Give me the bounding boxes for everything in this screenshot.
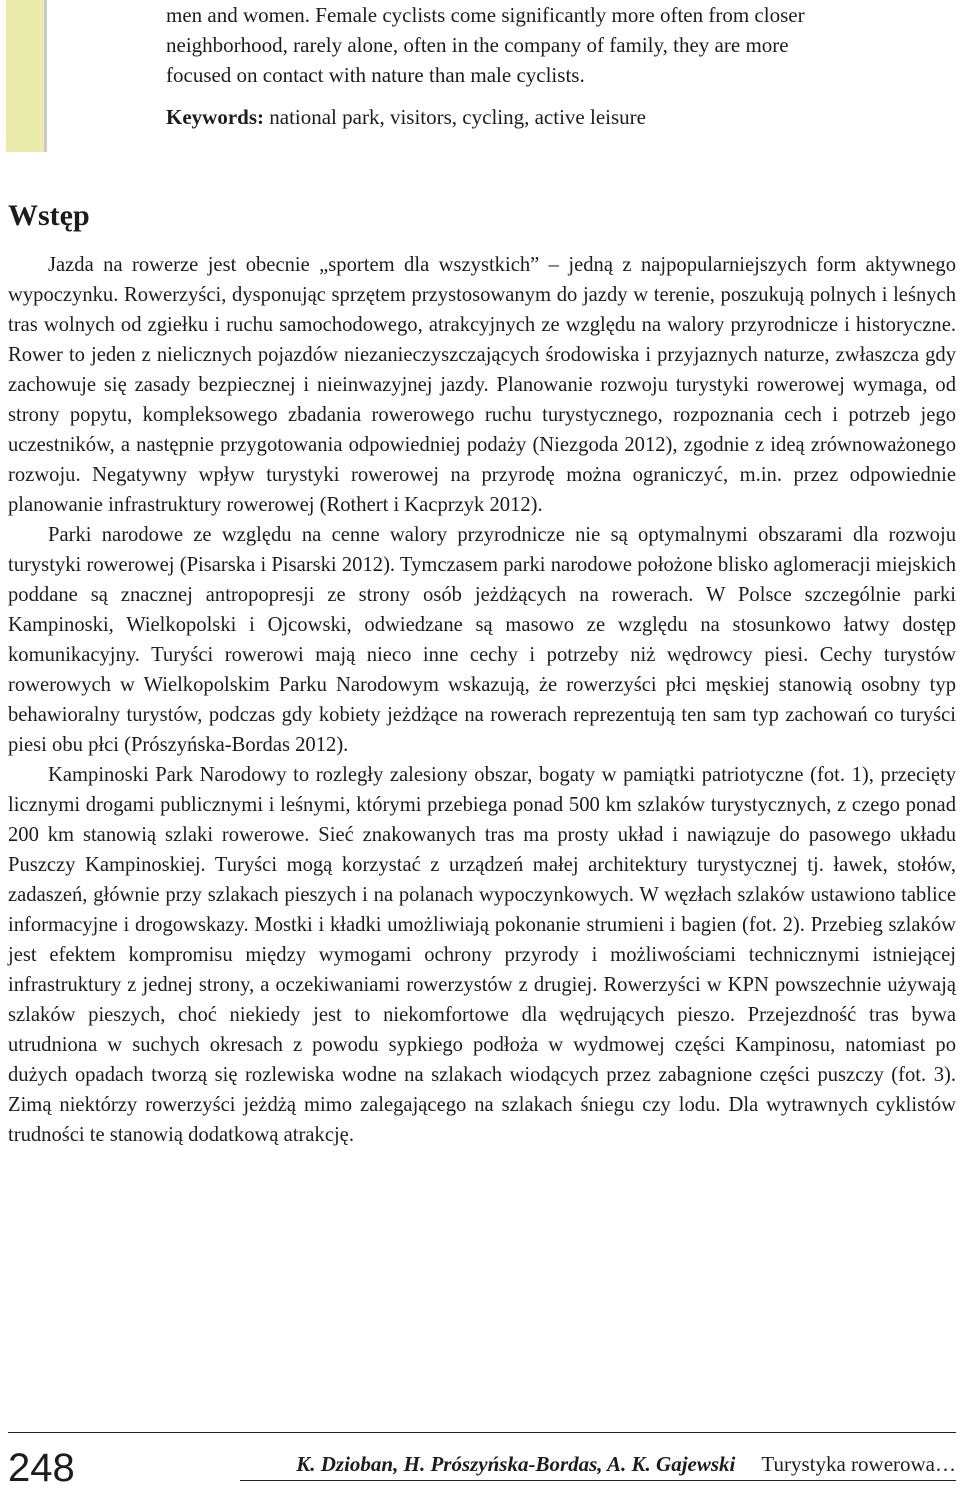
abstract-line: men and women. Female cyclists come significantly more often from closer xyxy=(166,3,805,27)
paragraph: Jazda na rowerze jest obecnie „sportem dla wszystkich” – jedną z najpopularniejszych form aktywnego wypoczynku. Rowerzyści, dysponując sprzętem przystosowanym do jazdy w terenie, poszukują polnych i leśnych tras wolnych od zgiełku i ruchu samochodowego, atrakcyjnych ze względu na walory przyrodnicze i historyczne. Rower to jeden z nielicznych pojazdów niezanieczyszczających środowiska i przyjaznych naturze, zwłaszcza gdy zachowuje się zasady bezpiecznej i nieinwazyjnej jazdy. Planowanie rozwoju turystyki rowerowej wymaga, od strony popytu, kompleksowego zbadania rowerowego ruchu turystycznego, rozpoznania cech i potrzeb jego uczestników, a następnie przygotowania odpowiedniej podaży (Niezgoda 2012), zgodnie z ideą zrównoważonego rozwoju. Negatywny wpływ turystyki rowerowej na przyrodę można ograniczyć, m.in. przez odpowiednie planowanie infrastruktury rowerowej (Rothert i Kacprzyk 2012). xyxy=(8,254,956,516)
keywords xyxy=(166,102,646,132)
footer-underline xyxy=(240,1480,956,1481)
abstract-line: neighborhood, rarely alone, often in the company of family, they are more xyxy=(166,33,789,57)
footer-running-title: Turystyka rowerowa… xyxy=(761,1452,956,1476)
keywords-text: national park, visitors, cycling, active leisure xyxy=(264,105,646,129)
paragraph: Kampinoski Park Narodowy to rozległy zalesiony obszar, bogaty w pamiątki patriotyczne (fot. 1), przecięty licznymi drogami publicznymi i leśnymi, którymi przebiega ponad 500 km szlaków turystycznych, z czego ponad 200 km stanowią szlaki rowerowe. Sieć znakowanych tras ma prosty układ i nawiązuje do pasowego układu Puszczy Kampinoskiej. Turyści mogą korzystać z urządzeń małej architektury turystycznej tj. ławek, stołów, zadaszeń, głównie przy szlakach pieszych i na polanach wypoczynkowych. W węzłach szlaków ustawiono tablice informacyjne i drogowskazy. Mostki i kładki umożliwiają pokonanie strumieni i bagien (fot. 2). Przebieg szlaków jest efektem kompromisu między wymogami ochrony przyrody i możliwościami technicznymi istniejącej infrastruktury z jednej strony, a oczekiwaniami rowerzystów z drugiej. Rowerzyści w KPN powszechnie używają szlaków pieszych, choć niekiedy jest to niekomfortowe dla wędrujących pieszo. Przejezdność tras bywa utrudniona w suchych okresach z powodu sypkiego podłoża w wydmowej części Kampinosu, natomiast po dużych opadach tworzą się rozlewiska wodne na szlakach wiodących przez zabagnione części puszczy (fot. 3). Zimą niektórzy rowerzyści jeżdżą mimo zalegającego na szlakach śniegu czy lodu. Dla wytrawnych cyklistów trudności te stanowią dodatkową atrakcję. xyxy=(8,764,956,1146)
abstract-line: focused on contact with nature than male cyclists. xyxy=(166,63,585,87)
running-footer xyxy=(0,1450,956,1478)
page-number: 248 xyxy=(8,1446,75,1490)
decorative-side-bar xyxy=(6,0,47,152)
footer-authors: K. Dzioban, H. Prószyńska-Bordas, A. K. Gajewski xyxy=(296,1452,736,1476)
paragraph: Parki narodowe ze względu na cenne walory przyrodnicze nie są optymalnymi obszarami dla rozwoju turystyki rowerowej (Pisarska i Pisarski 2012). Tymczasem parki narodowe położone blisko aglomeracji miejskich poddane są znacznej antropopresji ze strony osób jeżdżących na rowerach. W Polsce szczególnie parki Kampinoski, Wielkopolski i Ojcowski, odwiedzane są masowo ze względu na stosunkowo łatwy dostęp komunikacyjny. Turyści rowerowi mają nieco inne cechy i potrzeby niż wędrowcy piesi. Cechy turystów rowerowych w Wielkopolskim Parku Narodowym wskazują, że rowerzyści płci męskiej stanowią osobny typ behawioralny turystów, podczas gdy kobiety jeżdżące na rowerach reprezentują ten sam typ zachowań co turyści piesi obu płci (Prószyńska-Bordas 2012). xyxy=(8,524,956,756)
body-text xyxy=(8,250,956,1150)
keywords-label: Keywords: xyxy=(166,105,264,129)
footer-divider xyxy=(8,1432,956,1433)
abstract-continuation xyxy=(166,0,956,90)
section-heading: Wstęp xyxy=(8,199,90,232)
